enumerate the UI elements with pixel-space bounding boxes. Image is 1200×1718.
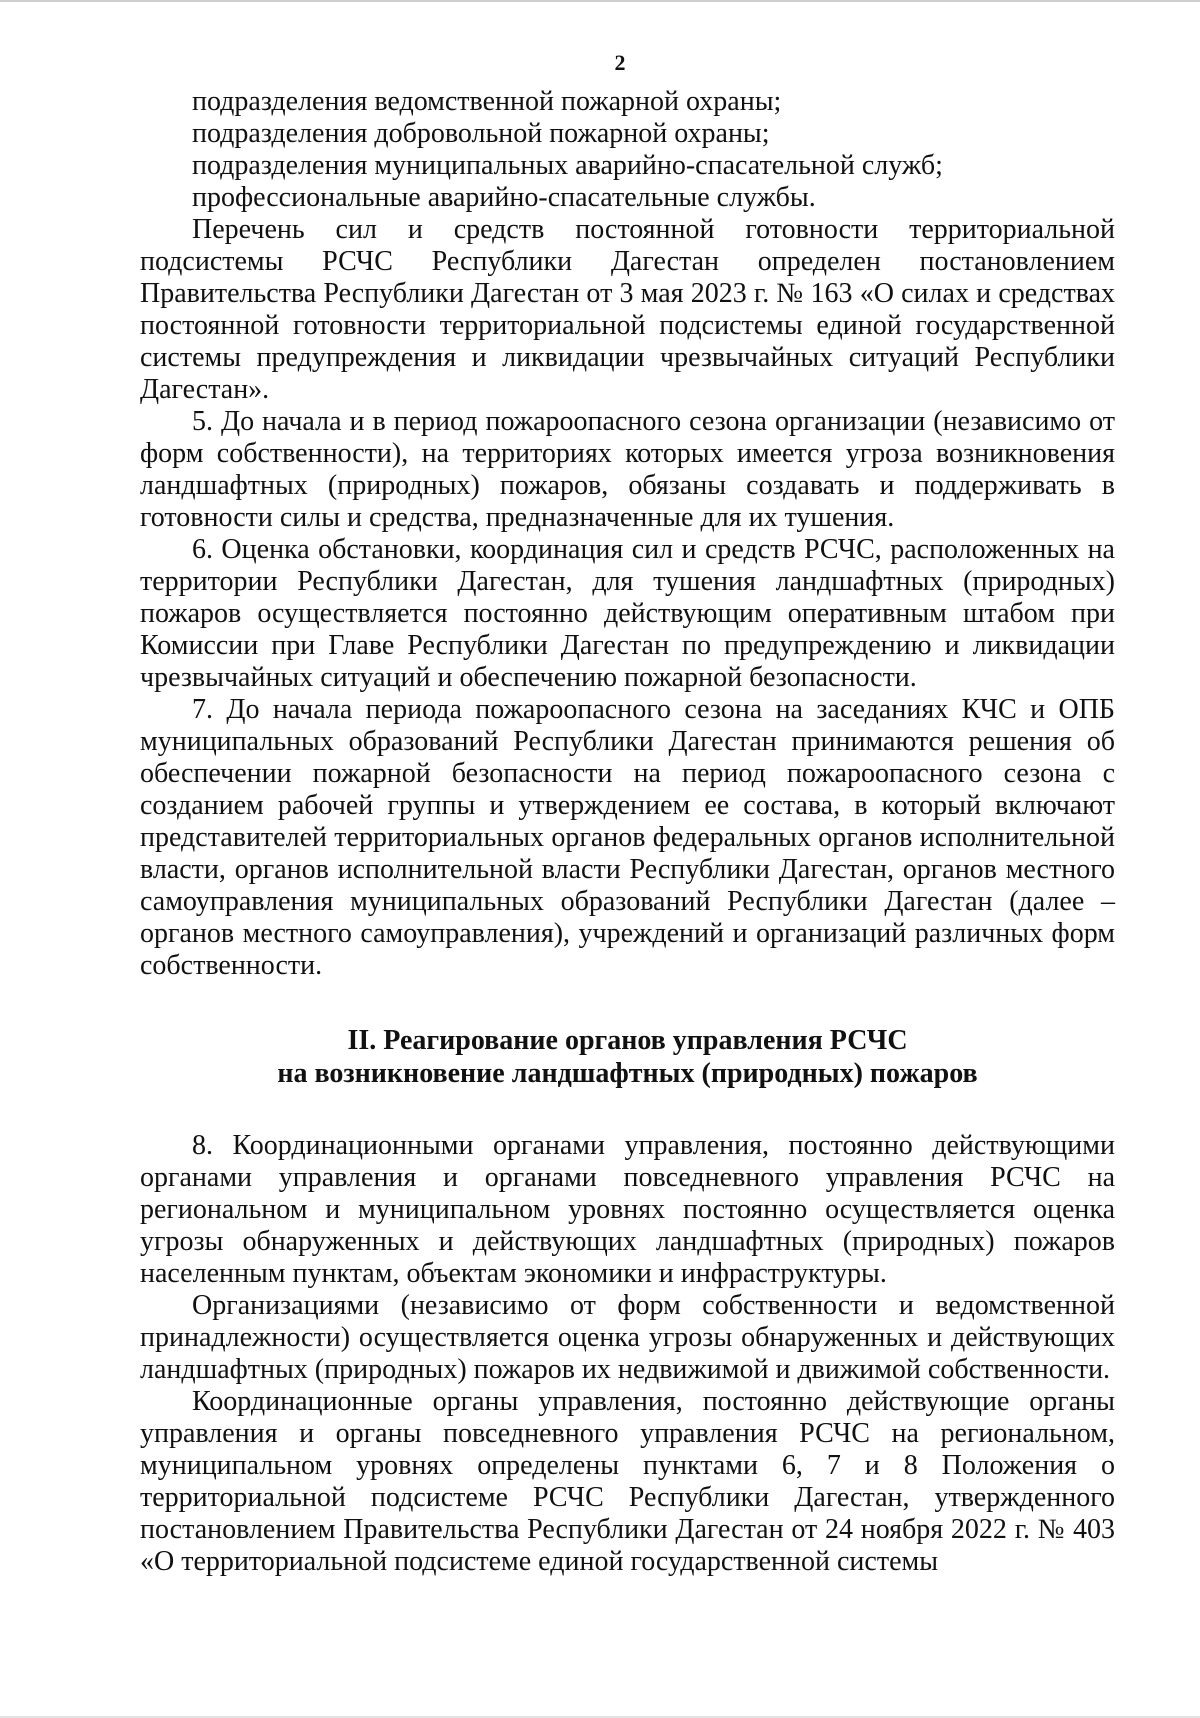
section-heading-line1: II. Реагирование органов управления РСЧС — [347, 1025, 908, 1056]
paragraph-item-6: 6. Оценка обстановки, координация сил и средств РСЧС, расположенных на территории Республики Дагестан, для тушения ландшафтных (природных) пожаров осуществляется постоянно действующим оперативным штабом при Комиссии при Главе Республики Дагестан по предупреждению и ликвидации чрезвычайных ситуаций и обеспечению пожарной безопасности. — [140, 534, 1115, 693]
paragraph-item-8: 8. Координационными органами управления, постоянно действующими органами управления и органами повседневного управления РСЧС на региональном и муниципальном уровнях постоянно осуществляется оценка угрозы обнаруженных и действующих ландшафтных (природных) пожаров населенным пунктам, объектам экономики и инфраструктуры. — [140, 1130, 1115, 1289]
list-item: подразделения добровольной пожарной охраны; — [192, 118, 770, 149]
list-item: подразделения муниципальных аварийно-спасательной служб; — [192, 150, 943, 181]
section-heading-line2: на возникновение ландшафтных (природных) пожаров — [277, 1058, 978, 1089]
paragraph-coordination-bodies: Координационные органы управления, постоянно действующие органы управления и органы повседневного управления РСЧС на региональном, муниципальном уровнях определены пунктами 6, 7 и 8 Положения о территориальной подсистеме РСЧС Республики Дагестан, утвержденного постановлением Правительства Республики Дагестан от 24 ноября 2022 г. № 403 «О территориальной подсистеме единой государственной системы — [140, 1386, 1115, 1577]
page-top-edge — [0, 0, 1200, 2]
page-number: 2 — [614, 50, 626, 75]
paragraph-item-7: 7. До начала периода пожароопасного сезона на заседаниях КЧС и ОПБ муниципальных образований Республики Дагестан принимаются решения об обеспечении пожарной безопасности на период пожароопасного сезона с созданием рабочей группы и утверждением ее состава, в который включают представителей территориальных органов федеральных органов исполнительной власти, органов исполнительной власти Республики Дагестан, органов местного самоуправления муниципальных образований Республики Дагестан (далее – органов местного самоуправления), учреждений и организаций различных форм собственности. — [140, 694, 1115, 981]
paragraph-item-5: 5. До начала и в период пожароопасного сезона организации (независимо от форм собственности), на территориях которых имеется угроза возникновения ландшафтных (природных) пожаров, обязаны создавать и поддерживать в готовности силы и средства, предназначенные для их тушения. — [140, 406, 1115, 533]
paragraph-forces-list: Перечень сил и средств постоянной готовности территориальной подсистемы РСЧС Республики Дагестан определен постановлением Правительства Республики Дагестан от 3 мая 2023 г. № 163 «О силах и средствах постоянной готовности территориальной подсистемы единой государственной системы предупреждения и ликвидации чрезвычайных ситуаций Республики Дагестан». — [140, 214, 1115, 405]
paragraph-organizations: Организациями (независимо от форм собственности и ведомственной принадлежности) осуществляется оценка угрозы обнаруженных и действующих ландшафтных (природных) пожаров их недвижимой и движимой собственности. — [140, 1290, 1115, 1385]
document-body — [140, 86, 1115, 1578]
list-item: подразделения ведомственной пожарной охраны; — [192, 86, 782, 117]
list-item: профессиональные аварийно-спасательные службы. — [192, 182, 816, 213]
section-heading — [140, 1024, 1115, 1090]
